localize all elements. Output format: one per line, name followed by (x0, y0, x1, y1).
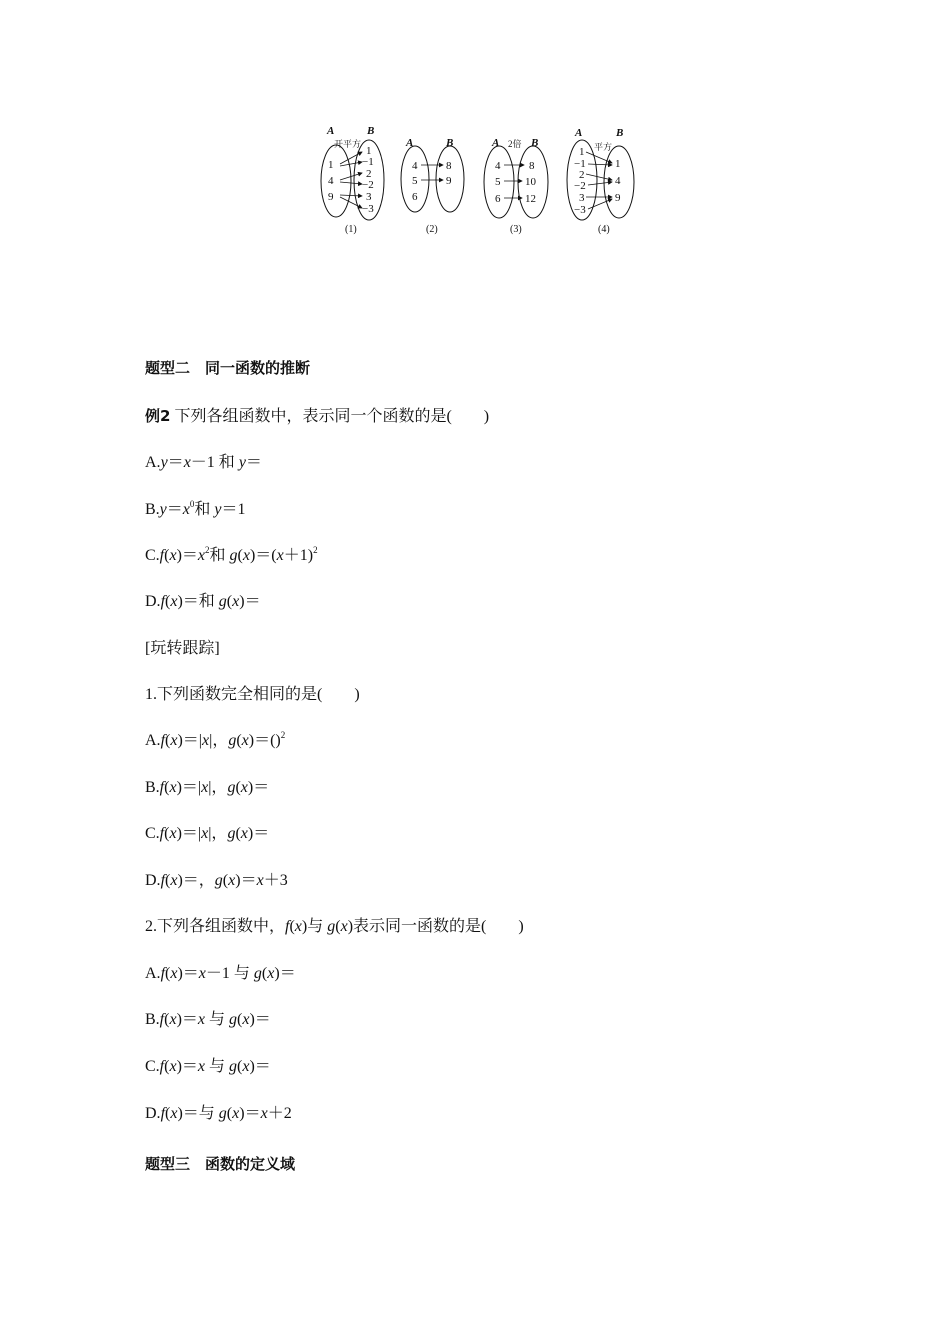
d1-b-elem: −3 (362, 203, 374, 215)
text: )＝ (177, 965, 199, 982)
text: ( (222, 872, 229, 889)
text: ( (165, 872, 171, 889)
math-var: f (160, 593, 166, 610)
text: )＝ (249, 1058, 271, 1075)
d1-map-label: 开平方 (334, 139, 362, 149)
text: )＝ (247, 825, 270, 842)
text: )＝() (248, 732, 281, 749)
text: ( (237, 547, 243, 564)
text: D. (145, 593, 161, 610)
d1-arrow (340, 197, 362, 208)
text: ( (226, 593, 233, 610)
d2-a-elem: 4 (412, 160, 418, 172)
math-var: g (327, 918, 336, 935)
text: )＝( (249, 547, 277, 564)
math-var: x (170, 872, 178, 889)
text: D. (145, 1105, 161, 1122)
math-var: x (169, 1011, 177, 1028)
example-2-option-b (145, 500, 246, 520)
d1-a-elem: 4 (328, 175, 334, 187)
q1-option-b (145, 778, 269, 798)
text: )＝与 (177, 1105, 219, 1122)
math-var: g (227, 779, 236, 796)
text: ( (165, 965, 171, 982)
d4-a-elem: 3 (579, 192, 585, 204)
d1-arrow (340, 195, 362, 196)
math-var: x (232, 1105, 240, 1122)
text: ( (164, 547, 170, 564)
d3-a-elem: 5 (495, 176, 501, 188)
text: )＝| (177, 732, 202, 749)
mapping-diagrams-figure (318, 122, 642, 240)
math-var: g (229, 1011, 238, 1028)
mapping-diagrams-svg (318, 122, 642, 240)
d1-b-elem: −1 (362, 156, 374, 168)
d1-label-b: B (367, 125, 375, 137)
math-var: x (241, 732, 249, 749)
text: )＝ (235, 872, 257, 889)
d3-label-a: A (492, 137, 500, 149)
text: B. (145, 779, 160, 796)
text: ( (235, 825, 241, 842)
text: ＝ (245, 454, 262, 471)
d4-label-a: A (575, 127, 583, 139)
section-3-heading: 题型三 函数的定义域 (145, 1155, 296, 1173)
math-var: x (170, 593, 178, 610)
text: ( (261, 965, 268, 982)
d4-a-elem: 2 (579, 169, 585, 181)
d4-b-elem: 4 (615, 175, 621, 187)
d1-b-elem: 1 (366, 145, 372, 157)
math-var: g (229, 1058, 238, 1075)
math-var: x (169, 1058, 177, 1075)
q2-stem (145, 917, 524, 937)
text: ( (164, 1058, 170, 1075)
text: |， (208, 779, 228, 796)
math-var: x (294, 918, 302, 935)
math-var: x (240, 825, 248, 842)
math-var: f (285, 918, 290, 935)
math-var: g (218, 1105, 227, 1122)
d4-a-elem: 1 (579, 146, 585, 158)
q1-option-d (145, 871, 288, 891)
math-var: g (229, 547, 238, 564)
d2-a-elem: 5 (412, 175, 418, 187)
text: D. (145, 872, 161, 889)
math-var: f (159, 547, 165, 564)
text: ( (335, 918, 341, 935)
text: ( (237, 1011, 243, 1028)
math-var: x (240, 779, 248, 796)
math-var: x (340, 918, 348, 935)
math-var: x (170, 732, 178, 749)
text: B. (145, 1011, 160, 1028)
math-var: g (218, 593, 227, 610)
text: ( (165, 732, 171, 749)
d2-label-a: A (406, 137, 414, 149)
text: )与 (301, 918, 328, 935)
d4-a-elem: −2 (574, 180, 586, 192)
math-var: x (182, 501, 190, 518)
math-var: x (267, 965, 275, 982)
example-2-label: 例2 (145, 407, 171, 425)
text: C. (145, 547, 160, 564)
d3-a-elem: 4 (495, 160, 501, 172)
text: ( (289, 918, 295, 935)
math-var: y (160, 454, 168, 471)
q1-option-c (145, 824, 269, 844)
math-var: x (242, 547, 250, 564)
text: )＝ (239, 1105, 261, 1122)
q2-option-b (145, 1010, 271, 1030)
math-var: x (170, 1105, 178, 1122)
text: |， (209, 732, 229, 749)
math-var: f (159, 825, 165, 842)
math-var: f (160, 872, 166, 889)
text: )＝| (176, 779, 202, 796)
d1-b-elem: −2 (362, 179, 374, 191)
math-var: g (227, 825, 236, 842)
example-2-option-d (145, 592, 261, 612)
d3-a-elem: 6 (495, 193, 501, 205)
math-var: f (159, 779, 165, 796)
d2-b-elem: 9 (446, 175, 452, 187)
text: ( (236, 732, 242, 749)
d3-b-elem: 8 (529, 160, 535, 172)
text: ＋1) (283, 547, 314, 564)
q1-option-a (145, 731, 285, 751)
d1-b-elem: 2 (366, 168, 372, 180)
d3-caption: (3) (510, 224, 522, 235)
text: A. (145, 965, 161, 982)
text: ＋2 (267, 1105, 292, 1122)
d3-b-elem: 12 (525, 193, 536, 205)
text: ( (164, 825, 170, 842)
text: )＝ (249, 1011, 271, 1028)
d1-label-a: A (327, 125, 335, 137)
practice-heading: [玩转跟踪] (145, 640, 220, 657)
math-var: f (160, 965, 166, 982)
text: )表示同一函数的是( ) (347, 918, 524, 935)
math-var: x (197, 1058, 206, 1075)
text: )＝和 (177, 593, 219, 610)
d3-b-elem: 10 (525, 176, 536, 188)
math-var: x (242, 1058, 250, 1075)
d4-arrow (588, 164, 612, 165)
math-var: x (242, 1011, 250, 1028)
text: ＋3 (263, 872, 288, 889)
text: ( (237, 1058, 243, 1075)
text: )＝ (176, 1011, 198, 1028)
text: 2.下列各组函数中， (145, 918, 286, 935)
d4-a-elem: −1 (574, 158, 586, 170)
text: －1 和 (190, 454, 239, 471)
d4-label-b: B (616, 127, 624, 139)
math-var: x (202, 732, 210, 749)
superscript: 2 (313, 545, 318, 555)
text: ( (226, 1105, 233, 1122)
math-var: x (169, 825, 177, 842)
section-2-heading: 题型二 同一函数的推断 (145, 359, 311, 377)
text: ( (165, 1105, 171, 1122)
example-2-question: 下列各组函数中，表示同一个函数的是( ) (174, 408, 490, 425)
text: ＝1 (221, 501, 246, 518)
math-var: x (197, 547, 206, 564)
d3-map-label: 2倍 (508, 139, 522, 149)
q2-option-c (145, 1057, 271, 1077)
text: －1 与 (205, 965, 254, 982)
math-var: x (198, 965, 206, 982)
text: )＝ (176, 547, 198, 564)
math-var: f (160, 1105, 166, 1122)
d4-map-label: 平方 (594, 142, 613, 152)
text: ( (235, 779, 241, 796)
text: B. (145, 501, 160, 518)
d4-a-elem: −3 (574, 204, 586, 216)
text: ( (164, 1011, 170, 1028)
math-var: f (159, 1011, 165, 1028)
math-var: x (201, 825, 209, 842)
q2-option-d (145, 1104, 292, 1124)
math-var: g (214, 872, 223, 889)
d1-b-elem: 3 (366, 191, 372, 203)
q1-stem: 1.下列函数完全相同的是( ) (145, 686, 360, 703)
text: )＝| (176, 825, 202, 842)
math-var: x (256, 872, 264, 889)
text: |， (208, 825, 228, 842)
text: 与 (205, 1058, 230, 1075)
text: 和 (209, 547, 230, 564)
d2-label-b: B (446, 137, 454, 149)
text: ＝ (167, 454, 184, 471)
math-var: g (253, 965, 262, 982)
math-var: x (169, 547, 177, 564)
math-var: y (214, 501, 222, 518)
text: )＝ (274, 965, 296, 982)
math-var: f (160, 732, 166, 749)
d1-caption: (1) (345, 224, 357, 235)
math-var: x (232, 593, 240, 610)
example-2-option-a (145, 453, 262, 473)
q2-option-a (145, 964, 296, 984)
example-2-option-c (145, 546, 318, 566)
text: )＝ (239, 593, 261, 610)
text: ＝ (166, 501, 183, 518)
d4-b-elem: 1 (615, 158, 621, 170)
d4-b-elem: 9 (615, 192, 621, 204)
d2-a-elem: 6 (412, 191, 418, 203)
text: C. (145, 1058, 160, 1075)
math-var: x (276, 547, 284, 564)
superscript: 2 (205, 545, 210, 555)
d1-set-a-oval (321, 145, 351, 217)
text: )＝， (177, 872, 215, 889)
math-var: y (238, 454, 246, 471)
math-var: x (228, 872, 236, 889)
math-var: x (183, 454, 191, 471)
math-var: g (228, 732, 237, 749)
d1-a-elem: 1 (328, 159, 334, 171)
d1-a-elem: 9 (328, 191, 334, 203)
example-2-stem (145, 406, 489, 427)
text: 和 (194, 501, 215, 518)
d4-caption: (4) (598, 224, 610, 235)
superscript: 0 (189, 499, 195, 509)
text: A. (145, 732, 161, 749)
text: A. (145, 454, 161, 471)
text: )＝ (247, 779, 270, 796)
text: C. (145, 825, 160, 842)
d4-arrow (586, 174, 612, 180)
math-var: x (197, 1011, 206, 1028)
text: )＝ (176, 1058, 198, 1075)
d2-caption: (2) (426, 224, 438, 235)
text: ( (164, 779, 170, 796)
math-var: y (159, 501, 167, 518)
text: ( (165, 593, 171, 610)
d4-arrow (588, 182, 612, 185)
superscript: 2 (280, 730, 286, 740)
math-var: x (169, 779, 177, 796)
d2-b-elem: 8 (446, 160, 452, 172)
d3-label-b: B (531, 137, 539, 149)
math-var: f (159, 1058, 165, 1075)
math-var: x (170, 965, 178, 982)
math-var: x (260, 1105, 268, 1122)
math-var: x (201, 779, 209, 796)
text: 与 (205, 1011, 230, 1028)
